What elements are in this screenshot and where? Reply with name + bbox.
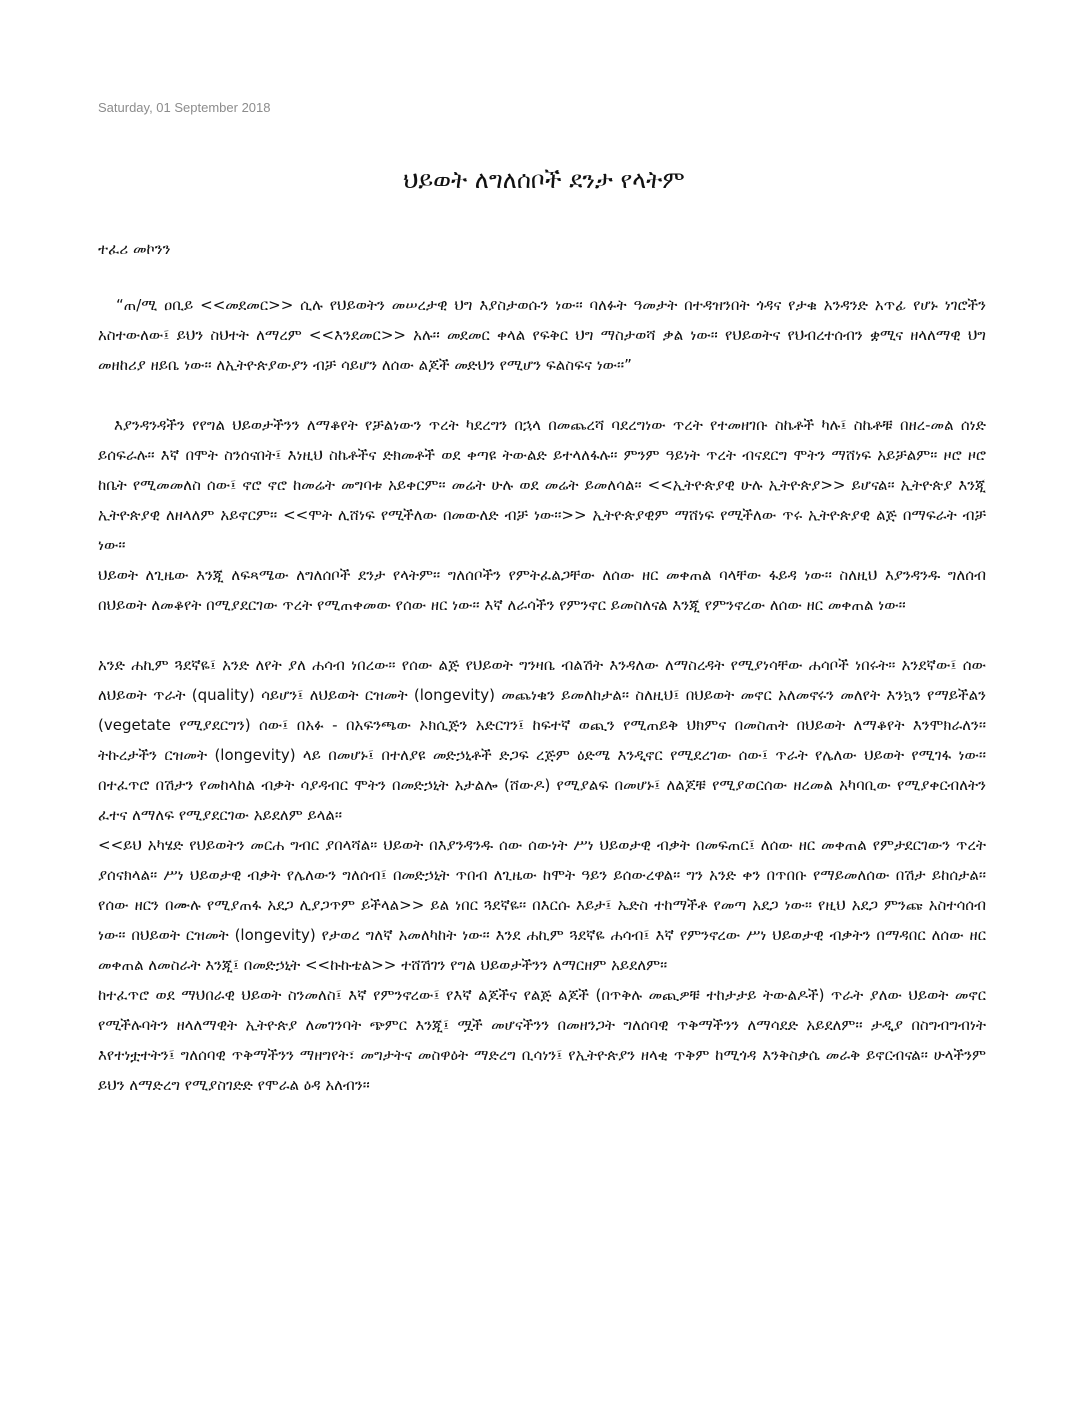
document-title: ህይወት ለግለሰቦች ደንታ የላትም xyxy=(403,166,685,194)
body-paragraph: ከተፈጥሮ ወደ ማህበራዊ ህይወት ስንመለስ፤ እኛ የምንኖረው፤ የእኛ ልጆችና የልጅ ልጆች (በጥቅሉ መጪዎቹ ተከታታይ ትውልዶች) ጥራት ያለው ህይወት መኖር የሚችሉባትን ዘላለማዊት ኢትዮጵያ ለመገንባት ጭምር እንጂ፤ ሟች መሆናችንን በመዘንጋት ግለሰባዊ ጥቅማችንን ለማሳደድ አይደለም፡፡ ታዲያ በስግብግብነት እየተነቷተትን፤ ግለሰባዊ ጥቅማችንን ማዘግየት፣ መግታትና መስዋዕት ማድረግ ቢሳነን፤ የኢትዮጵያን ዘላቂ ጥቅም ከሚጎዳ እንቅስቃሴ መራቅ ይኖርብናል፡፡ ሁላችንም ይህን ለማድረግ የሚያስገድድ የሞራል ዕዳ አለብን፡፡ xyxy=(98,986,986,1094)
quote-paragraph: “ጠ/ሚ ዐቢይ <<መደመር>> ሲሉ የህይወትን መሠረታዊ ህግ እያስታወሱን ነው፡፡ ባለፉት ዓመታት በተዳዝንበት ጎዳና የታቁ አንዳንድ አጥፊ የሆኑ ነገሮችን አስተውለው፤ ይህን ስህተት ለማረም <<እንደመር>> አሉ፡፡ መደመር ቀላል የፍቅር ህግ ማስታወሻ ቃል ነው፡፡ የህይወትና የህብረተሰብን ቋሚና ዘላለማዊ ህግ መዘከሪያ ዘይቤ ነው፡፡ ለኢትዮጵያውያን ብቻ ሳይሆን ለሰው ልጆች መድህን የሚሆን ፍልስፍና ነው፡፡” xyxy=(98,296,986,374)
document-date: Saturday, 01 September 2018 xyxy=(98,100,271,115)
body-paragraph: አንድ ሐኪም ጓደኛዬ፤ አንድ ለየት ያለ ሐሳብ ነበረው። የሰው ልጅ የህይወት ግንዛቤ ብልሽት እንዳለው ለማስረዳት የሚያነሳቸው ሐሳቦች ነበሩት። አንደኛው፤ ሰው ለህይወት ጥራት (quality) ሳይሆን፤ ለህይወት ርዝመት (longevity) መጨነቁን ይመለከታል፡፡ ስለዚህ፤ በህይወት መኖር አለመኖሩን መለየት እንኳን የማይችልን (vegetate የሚያደርግን) ሰው፤ በአፉ - በአፍንጫው ኦክሲጅን አድርገን፤ ከፍተኛ ወጪን የሚጠይቅ ህክምና በመስጠት በህይወት ለማቆየት እንሞክራለን፡፡ ትኩረታችን ርዝመት (longevity) ላይ በመሆኑ፤ በተለያዩ መድኃኒቶች ድጋፍ ረጅም ዕድሜ እንዲኖር የሚደረገው ሰው፤ ጥራት የሌለው ህይወት የሚገፋ ነው፡፡ በተፈጥሮ በሽታን የመከላከል ብቃት ሳያዳብር ሞትን በመድኃኒት አታልሎ (ሸውዶ) የሚያልፍ በመሆኑ፤ ለልጆቹ የሚያወርሰው ዘረመል አካባቢው የሚያቀርብለትን ፈተና ለማለፍ የሚያደርገው አይደለም ይላል፡፡ xyxy=(98,656,986,824)
document-author: ተፈሪ መኮንን xyxy=(98,240,171,258)
paragraph-spacer xyxy=(98,620,986,650)
body-paragraph: <<ይህ አካሄድ የህይወትን መርሐ ግብር ያበላሻል። ህይወት በእያንዳንዱ ሰው ሰውነት ሥነ ህይወታዊ ብቃት በመፍጠር፤ ለሰው ዘር መቀጠል የምታደርገውን ጥረት ያሰናክላል፡፡ ሥነ ህይወታዊ ብቃት የሌለውን ግለሰብ፤ በመድኃኒት ጥበብ ለጊዜው ከሞት ዓይን ይሰውረዋል፡፡ ግን አንድ ቀን በጥበቡ የማይመለሰው በሽታ ይከሰታል፡፡ የሰው ዘርን በሙሉ የሚያጠፋ አደጋ ሊያጋጥም ይችላል>> ይል ነበር ጓደኛዬ፡፡ በእርሱ እይታ፤ ኤድስ ተከማችቶ የመጣ አደጋ ነው። የዚህ አደጋ ምንጩ አስተሳሰብ ነው፡፡ በህይወት ርዝመት (longevity) የታወረ ግለኛ አመለካከት ነው፡፡ እንደ ሐኪም ጓደኛዬ ሐሳብ፤ እኛ የምንኖረው ሥነ ህይወታዊ ብቃትን በማዳበር ለሰው ዘር መቀጠል ለመስራት እንጂ፤ በመድኃኒት <<ኩኩቴል>> ተሸሽገን የግል ህይወታችንን ለማርዘም አይደለም፡፡ xyxy=(98,836,986,974)
paragraph-spacer xyxy=(98,380,986,410)
document-body xyxy=(98,290,986,1100)
body-paragraph: ህይወት ለጊዜው እንጂ ለፍጻሜው ለግለሰቦች ደንታ የላትም፡፡ ግለሰቦችን የምትፈልጋቸው ለሰው ዘር መቀጠል ባላቸው ፋይዳ ነው፡፡ ስለዚህ እያንዳንዱ ግለሰብ በህይወት ለመቆየት በሚያደርገው ጥረት የሚጠቀመው የሰው ዘር ነው፡፡ እኛ ለራሳችን የምንኖር ይመስለናል እንጂ የምንኖረው ለሰው ዘር መቀጠል ነው፡፡ xyxy=(98,566,986,614)
body-paragraph: እያንዳንዳችን የየግል ህይወታችንን ለማቆየት የቻልነውን ጥረት ካደረግን በኋላ በመጨረሻ ባደረግነው ጥረት የተመዘገቡ ስኬቶች ካሉ፤ ስኬቶቹ በዘረ-መል ሰነድ ይሰፍራሉ፡፡ እኛ በሞት ስንሰናበት፤ እነዚህ ስኬቶችና ድክመቶች ወደ ቀጣዩ ትውልድ ይተላለፋሉ፡፡ ምንም ዓይነት ጥረት ብናደርግ ሞትን ማሸነፍ አይቻልም፡፡ ዞሮ ዞሮ ከቤት የሚመመለስ ሰው፤ ኖሮ ኖሮ ከመሬት መግባቱ አይቀርም፡፡ መሬት ሁሉ ወደ መሬት ይመለሳል፡፡ <<ኢትዮጵያዊ ሁሉ ኢትዮጵያ>> ይሆናል፡፡ ኢትዮጵያ እንጂ ኢትዮጵያዊ ለዘላለም አይኖርም፡፡ <<ሞት ሊሸነፍ የሚችለው በመውለድ ብቻ ነው፡፡>> ኢትዮጵያዊም ማሸነፍ የሚችለው ጥሩ ኢትዮጵያዊ ልጅ በማፍራት ብቻ ነው፡፡ xyxy=(98,416,986,554)
